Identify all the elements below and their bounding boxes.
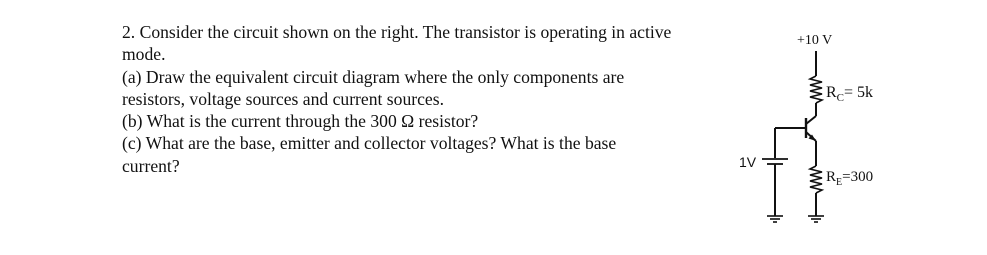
re-label xyxy=(826,169,873,188)
circuit-diagram xyxy=(720,20,920,242)
re-label-suffix: =300 xyxy=(842,169,874,185)
resistor-icon xyxy=(810,166,822,193)
ground-icon xyxy=(808,216,824,222)
rc-label-prefix: R xyxy=(826,84,837,101)
re-label-subscript: E xyxy=(836,177,843,188)
resistor-icon xyxy=(810,76,822,103)
rc-label-suffix: = 5k xyxy=(844,84,874,101)
supply-voltage-label: +10 V xyxy=(797,33,833,48)
problem-line-1: 2. Consider the circuit shown on the right. The transistor is operating in active xyxy=(122,22,672,42)
problem-line-7: current? xyxy=(122,155,180,176)
problem-statement xyxy=(122,21,722,177)
problem-line-3: (a) Draw the equivalent circuit diagram where the only components are xyxy=(122,66,625,87)
problem-line-4: resistors, voltage sources and current sources. xyxy=(122,88,444,109)
rc-label-subscript: C xyxy=(836,92,845,104)
re-label-prefix: R xyxy=(826,169,837,185)
base-source-label: 1V xyxy=(739,154,757,170)
circuit-diagram-svg xyxy=(720,20,920,242)
problem-line-2: mode. xyxy=(122,44,166,65)
npn-transistor-icon xyxy=(806,116,816,141)
dc-voltage-source-icon xyxy=(762,159,788,164)
problem-line-6: (c) What are the base, emitter and collector voltages? What is the base xyxy=(122,133,617,154)
rc-label xyxy=(826,84,873,104)
problem-line-5: (b) What is the current through the 300 Ω resistor? xyxy=(122,111,479,132)
ground-icon xyxy=(767,216,783,222)
